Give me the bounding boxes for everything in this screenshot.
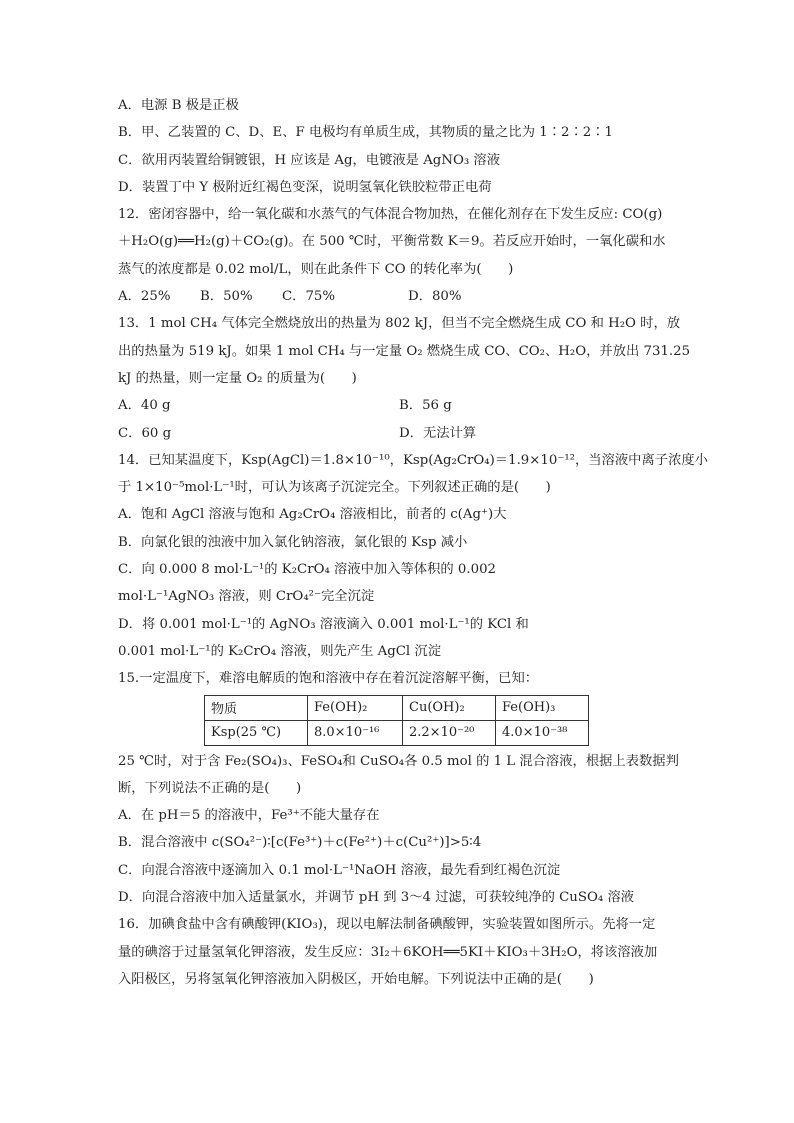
q12-stem-line1: 12．密闭容器中，给一氧化碳和水蒸气的气体混合物加热，在催化剂存在下发生反应: CO(g) [118, 207, 663, 223]
ksp-table-cell: 2.2×10⁻²⁰ [403, 720, 496, 745]
q12-option-c: C．75% [282, 289, 336, 305]
q16-stem-line2: 量的碘溶于过量氢氧化钾溶液，发生反应：3I₂＋6KOH══5KI＋KIO₃＋3H₂O，将该溶液加 [118, 944, 658, 960]
q12-option-d: D．80% [408, 289, 462, 305]
q13-options-row1 [118, 392, 680, 419]
q11-option-a: A．电源 B 极是正极 [118, 98, 239, 113]
q13-option-c: C．60 g [118, 425, 172, 441]
ksp-table-header-cell: Fe(OH)₃ [496, 695, 589, 720]
q12-stem-line3: 蒸气的浓度都是 0.02 mol/L，则在此条件下 CO 的转化率为( ) [118, 261, 514, 277]
q16-stem-line1: 16．加碘食盐中含有碘酸钾(KIO₃)，现以电解法制备碘酸钾，实验装置如图所示。先将一定 [118, 917, 656, 933]
q13-option-a: A．40 g [118, 398, 171, 414]
q13-options-row2 [118, 420, 680, 447]
q13-stem-line3: kJ 的热量，则一定量 O₂ 的质量为( ) [118, 370, 357, 386]
ksp-table-cell: 4.0×10⁻³⁸ [496, 720, 589, 745]
ksp-table-header-cell: Fe(OH)₂ [308, 695, 403, 720]
q15-stem-line1: 25 ℃时，对于含 Fe₂(SO₄)₃、FeSO₄和 CuSO₄各 0.5 mol 的 1 L 混合溶液，根据上表数据判 [118, 753, 679, 769]
ksp-table-header-row [205, 695, 589, 720]
q14-option-b: B．向氯化银的浊液中加入氯化钠溶液，氯化银的 Ksp 减小 [118, 534, 468, 550]
q14-option-d-line1: D．将 0.001 mol·L⁻¹的 AgNO₃ 溶液滴入 0.001 mol·L⁻¹的 KCl 和 [118, 616, 529, 632]
q13-stem-line2: 出的热量为 519 kJ。如果 1 mol CH₄ 与一定量 O₂ 燃烧生成 CO、CO₂、H₂O，并放出 731.25 [118, 343, 691, 359]
q11-option-c: C．欲用丙装置给铜镀银，H 应该是 Ag，电镀液是 AgNO₃ 溶液 [118, 152, 501, 168]
ksp-table-cell: 8.0×10⁻¹⁶ [308, 720, 403, 745]
q13-option-d: D．无法计算 [399, 425, 477, 441]
q12-stem-line2: ＋H₂O(g)══H₂(g)＋CO₂(g)。在 500 ℃时，平衡常数 K＝9。若反应开始时，一氧化碳和水 [118, 234, 666, 250]
q11-option-d: D．装置丁中 Y 极附近红褐色变深，说明氢氧化铁胶粒带正电荷 [118, 179, 492, 195]
q15-intro: 15.一定温度下，难溶电解质的饱和溶液中存在着沉淀溶解平衡，已知： [118, 671, 539, 687]
q14-stem-line1: 14．已知某温度下，Ksp(AgCl)＝1.8×10⁻¹⁰，Ksp(Ag₂CrO₄)＝1.9×10⁻¹²，当溶液中离子浓度小 [118, 452, 708, 468]
q12-option-b: B．50% [200, 289, 253, 305]
q15-option-c: C．向混合溶液中逐滴加入 0.1 mol·L⁻¹NaOH 溶液，最先看到红褐色沉淀 [118, 862, 561, 878]
q15-option-d: D．向混合溶液中加入适量氯水，并调节 pH 到 3～4 过滤，可获较纯净的 CuSO₄ 溶液 [118, 890, 635, 906]
q13-stem-line1: 13．1 mol CH₄ 气体完全燃烧放出的热量为 802 kJ，但当不完全燃烧生成 CO 和 H₂O 时，放 [118, 316, 681, 332]
q15-option-a: A．在 pH＝5 的溶液中，Fe³⁺不能大量存在 [118, 808, 380, 824]
q12-option-a: A．25% [118, 289, 171, 305]
q14-option-d-line2: 0.001 mol·L⁻¹的 K₂CrO₄ 溶液，则先产生 AgCl 沉淀 [118, 643, 442, 659]
q12-options [118, 283, 680, 310]
ksp-table-row [205, 720, 589, 745]
ksp-table [204, 695, 589, 746]
ksp-table-header-cell: Cu(OH)₂ [403, 695, 496, 720]
q13-option-b: B．56 g [399, 398, 452, 414]
q14-stem-line2: 于 1×10⁻⁵mol·L⁻¹时，可认为该离子沉淀完全。下列叙述正确的是( ) [118, 480, 551, 496]
ksp-table-header-cell: 物质 [205, 695, 308, 720]
q14-option-c-line2: mol·L⁻¹AgNO₃ 溶液，则 CrO₄²⁻完全沉淀 [118, 589, 375, 605]
q14-option-a: A．饱和 AgCl 溶液与饱和 Ag₂CrO₄ 溶液相比，前者的 c(Ag⁺)大 [118, 507, 507, 523]
q15-stem-line2: 断，下列说法不正确的是( ) [118, 780, 302, 796]
ksp-table-cell: Ksp(25 ℃) [205, 720, 308, 745]
q15-option-b: B．混合溶液中 c(SO₄²⁻)∶[c(Fe³⁺)＋c(Fe²⁺)＋c(Cu²⁺)]>5∶4 [118, 835, 482, 851]
q14-option-c-line1: C．向 0.000 8 mol·L⁻¹的 K₂CrO₄ 溶液中加入等体积的 0.002 [118, 562, 496, 578]
q16-stem-line3: 入阳极区，另将氢氧化钾溶液加入阴极区，开始电解。下列说法中正确的是( ) [118, 971, 594, 987]
exam-page [118, 92, 708, 993]
q11-option-b: B．甲、乙装置的 C、D、E、F 电极均有单质生成，其物质的量之比为 1∶2∶2∶1 [118, 125, 613, 141]
